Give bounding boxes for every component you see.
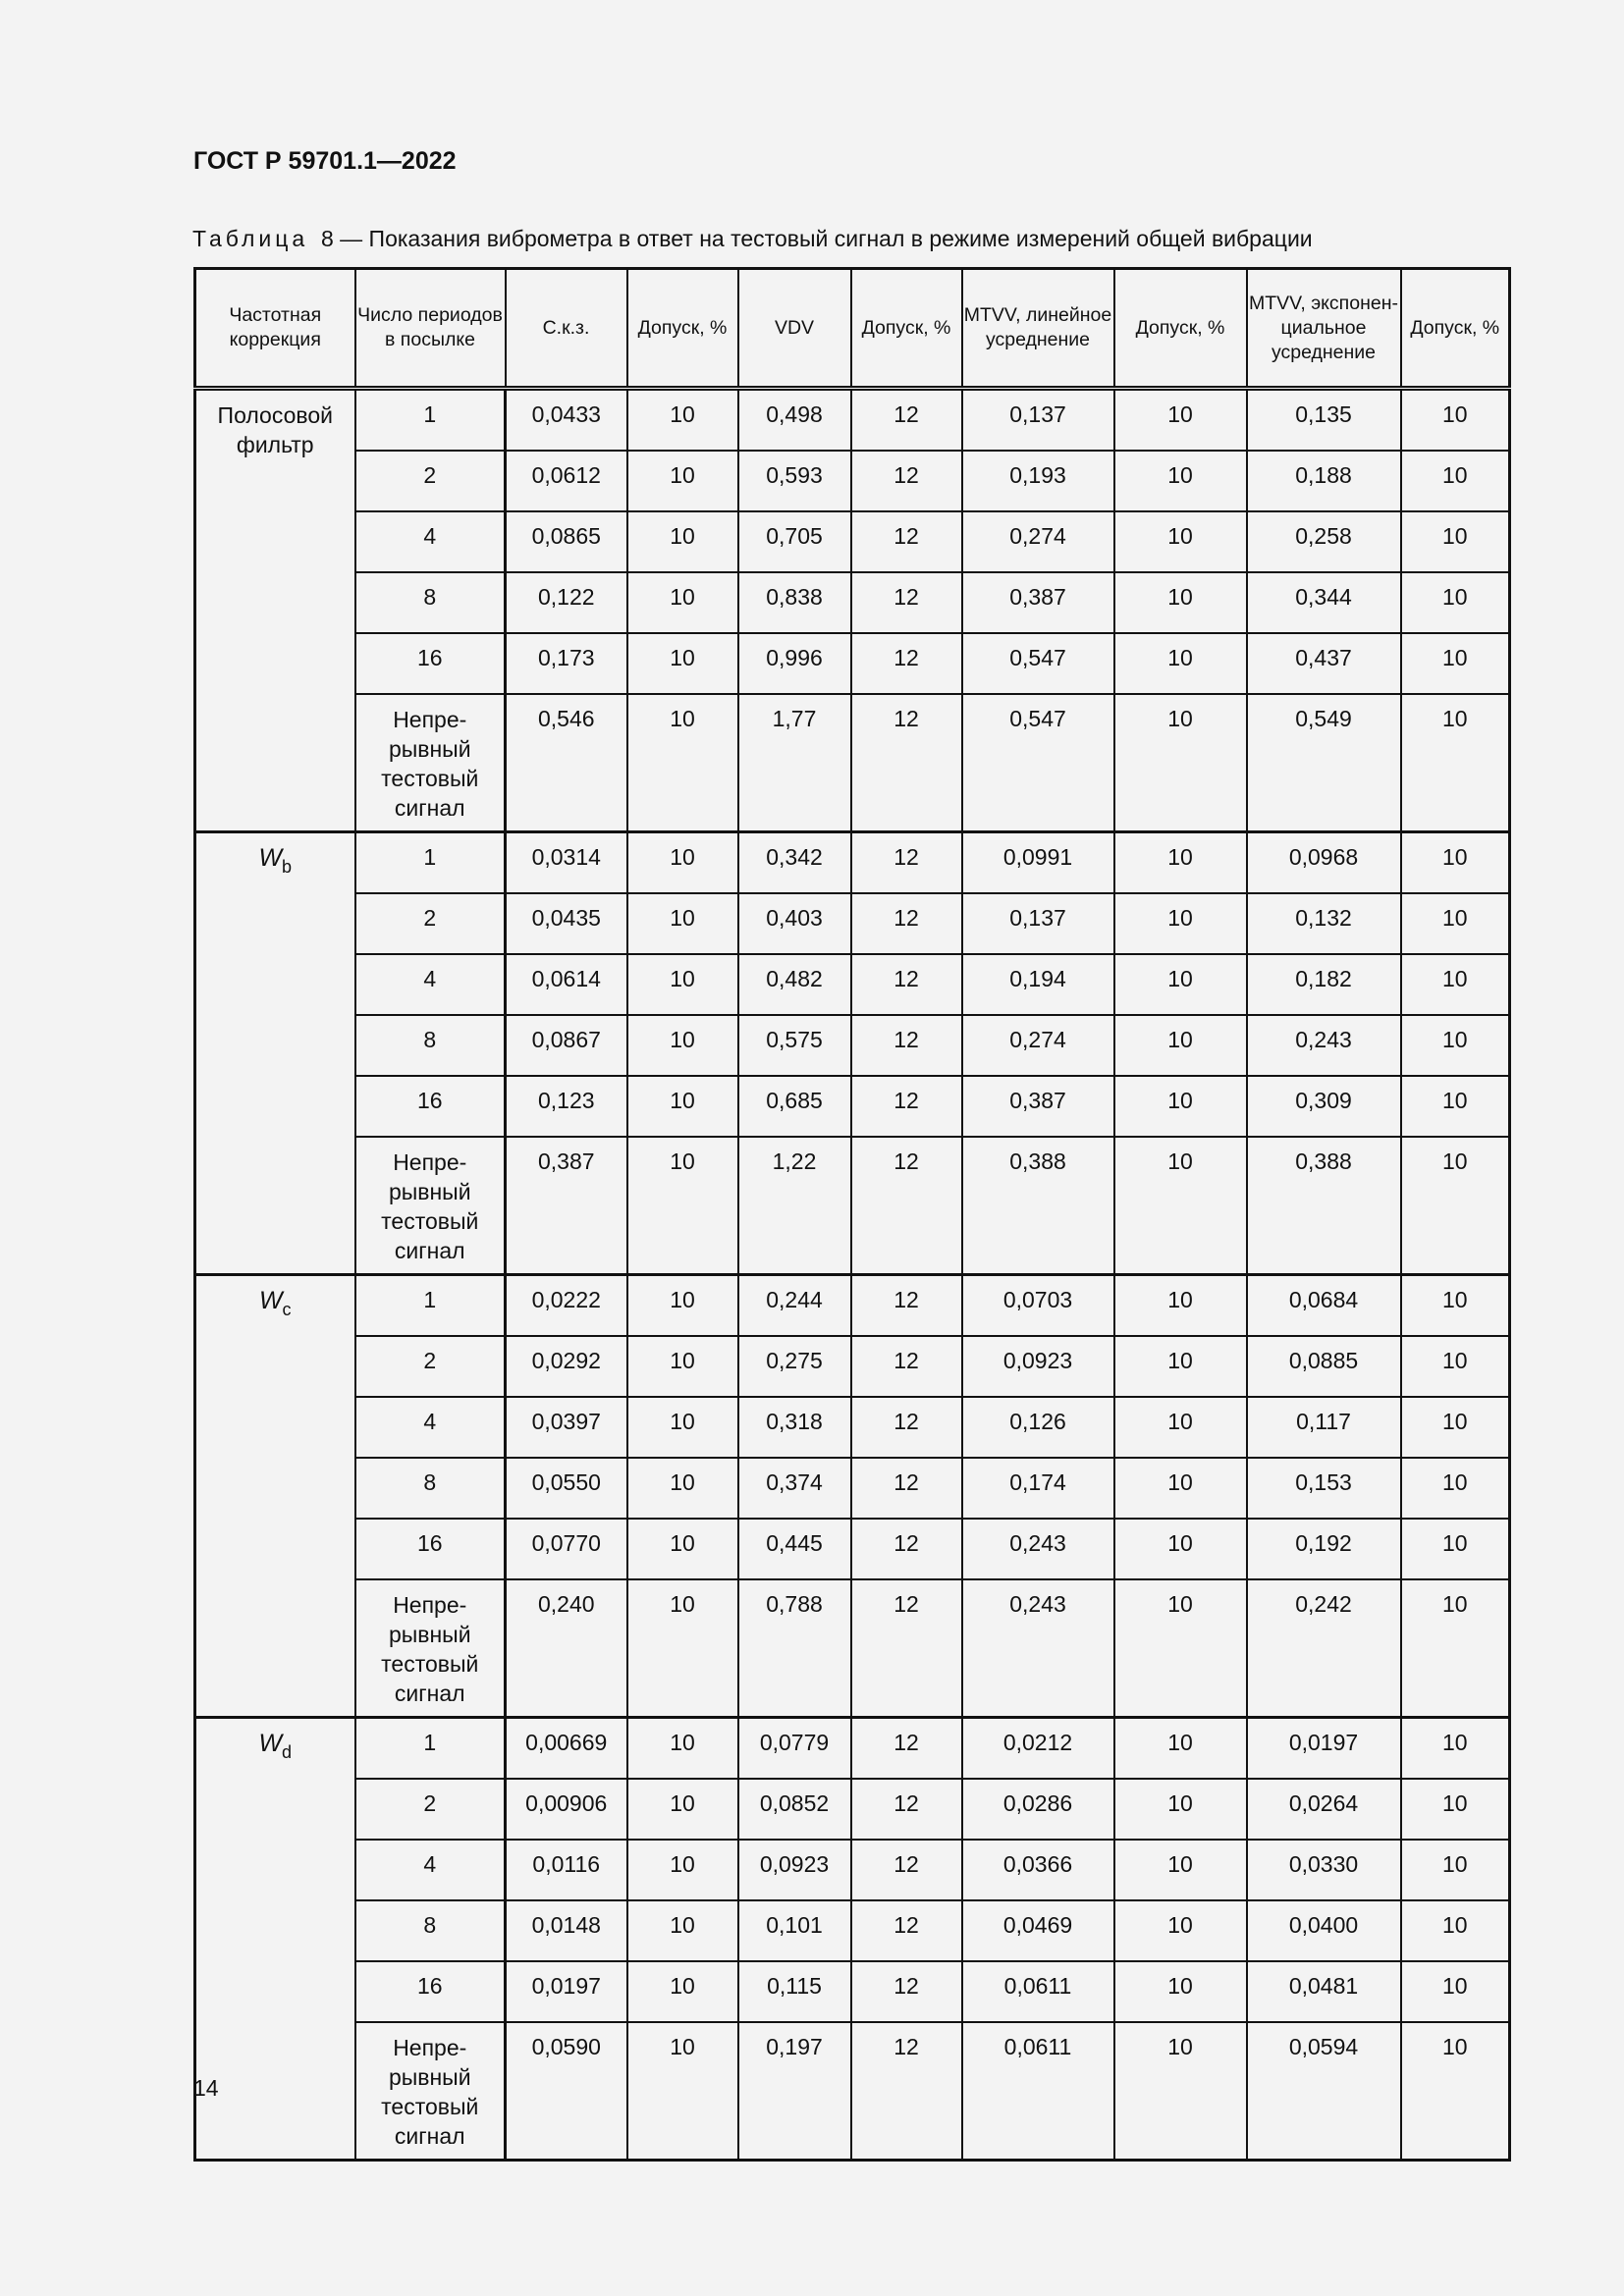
value-cell: 0,0116 [506, 1840, 627, 1900]
table-row [195, 1137, 1510, 1275]
correction-label: W [258, 844, 283, 872]
periods-cell: 4 [355, 1840, 506, 1900]
value-cell: 12 [851, 1275, 962, 1337]
value-cell: 0,403 [738, 893, 851, 954]
value-cell: 10 [627, 511, 738, 572]
value-cell: 10 [1401, 1336, 1510, 1397]
value-cell: 10 [627, 1718, 738, 1780]
table-row [195, 893, 1510, 954]
value-cell: 0,00906 [506, 1779, 627, 1840]
value-cell: 0,387 [962, 572, 1114, 633]
value-cell: 0,0611 [962, 2022, 1114, 2161]
value-cell: 0,546 [506, 694, 627, 832]
value-cell: 0,274 [962, 1015, 1114, 1076]
value-cell: 10 [1401, 1397, 1510, 1458]
periods-cell: Непре-рывный тестовый сигнал [355, 1579, 506, 1718]
value-cell: 12 [851, 389, 962, 452]
table-row [195, 451, 1510, 511]
correction-label: W [258, 1730, 283, 1757]
value-cell: 0,0550 [506, 1458, 627, 1519]
value-cell: 10 [627, 1840, 738, 1900]
value-cell: 0,0314 [506, 832, 627, 894]
value-cell: 0,388 [1247, 1137, 1401, 1275]
table-row [195, 633, 1510, 694]
value-cell: 0,115 [738, 1961, 851, 2022]
value-cell: 12 [851, 633, 962, 694]
value-cell: 10 [1401, 451, 1510, 511]
correction-label: W [258, 1287, 283, 1314]
document-header: ГОСТ Р 59701.1—2022 [193, 147, 457, 175]
value-cell: 12 [851, 1900, 962, 1961]
periods-cell: Непре-рывный тестовый сигнал [355, 694, 506, 832]
col-header-vdv-tolerance: Допуск, % [851, 269, 962, 389]
value-cell: 12 [851, 1336, 962, 1397]
table-row [195, 572, 1510, 633]
value-cell: 1,77 [738, 694, 851, 832]
periods-cell: 4 [355, 511, 506, 572]
table-row [195, 2022, 1510, 2161]
value-cell: 12 [851, 1718, 962, 1780]
value-cell: 10 [1114, 1015, 1247, 1076]
value-cell: 0,0197 [506, 1961, 627, 2022]
value-cell: 0,387 [506, 1137, 627, 1275]
correction-subscript: b [282, 857, 293, 877]
value-cell: 10 [1114, 1336, 1247, 1397]
value-cell: 10 [627, 954, 738, 1015]
value-cell: 0,0614 [506, 954, 627, 1015]
value-cell: 0,0594 [1247, 2022, 1401, 2161]
periods-cell: 16 [355, 633, 506, 694]
value-cell: 0,274 [962, 511, 1114, 572]
table-row [195, 1779, 1510, 1840]
periods-cell: Непре-рывный тестовый сигнал [355, 2022, 506, 2161]
value-cell: 0,242 [1247, 1579, 1401, 1718]
correction-label: Полосовой фильтр [217, 402, 333, 457]
value-cell: 10 [1401, 1840, 1510, 1900]
value-cell: 0,996 [738, 633, 851, 694]
value-cell: 0,137 [962, 389, 1114, 452]
page-number: 14 [193, 2075, 219, 2101]
value-cell: 0,258 [1247, 511, 1401, 572]
table-header-row [195, 269, 1510, 389]
value-cell: 10 [1401, 1961, 1510, 2022]
periods-cell: 16 [355, 1519, 506, 1579]
value-cell: 10 [1114, 1840, 1247, 1900]
col-header-mtvv-exp: MTVV, экспонен-циальное усреднение [1247, 269, 1401, 389]
value-cell: 0,197 [738, 2022, 851, 2161]
value-cell: 10 [1401, 1718, 1510, 1780]
value-cell: 10 [1401, 1579, 1510, 1718]
correction-subscript: c [282, 1300, 292, 1319]
value-cell: 0,547 [962, 694, 1114, 832]
value-cell: 0,593 [738, 451, 851, 511]
value-cell: 12 [851, 1840, 962, 1900]
value-cell: 10 [1114, 1137, 1247, 1275]
col-header-vdv: VDV [738, 269, 851, 389]
value-cell: 10 [627, 1579, 738, 1718]
table-row [195, 694, 1510, 832]
value-cell: 0,547 [962, 633, 1114, 694]
table-row [195, 1900, 1510, 1961]
table-row [195, 1275, 1510, 1337]
value-cell: 12 [851, 1779, 962, 1840]
value-cell: 0,788 [738, 1579, 851, 1718]
value-cell: 0,498 [738, 389, 851, 452]
value-cell: 0,0286 [962, 1779, 1114, 1840]
value-cell: 10 [1114, 572, 1247, 633]
value-cell: 0,132 [1247, 893, 1401, 954]
periods-cell: 16 [355, 1961, 506, 2022]
value-cell: 10 [1114, 1275, 1247, 1337]
value-cell: 0,0612 [506, 451, 627, 511]
value-cell: 10 [1401, 1900, 1510, 1961]
value-cell: 0,243 [962, 1579, 1114, 1718]
value-cell: 10 [627, 893, 738, 954]
col-header-rms-tolerance: Допуск, % [627, 269, 738, 389]
value-cell: 10 [627, 1015, 738, 1076]
value-cell: 0,0397 [506, 1397, 627, 1458]
value-cell: 10 [1401, 893, 1510, 954]
value-cell: 10 [627, 389, 738, 452]
value-cell: 10 [1114, 1900, 1247, 1961]
value-cell: 0,387 [962, 1076, 1114, 1137]
value-cell: 10 [1401, 954, 1510, 1015]
value-cell: 0,173 [506, 633, 627, 694]
table-row [195, 1397, 1510, 1458]
value-cell: 10 [1114, 694, 1247, 832]
value-cell: 10 [1114, 2022, 1247, 2161]
value-cell: 10 [627, 572, 738, 633]
table-row [195, 1840, 1510, 1900]
value-cell: 0,0264 [1247, 1779, 1401, 1840]
value-cell: 10 [627, 633, 738, 694]
value-cell: 0,0433 [506, 389, 627, 452]
correction-cell [195, 1275, 355, 1718]
value-cell: 10 [1114, 389, 1247, 452]
periods-cell: 1 [355, 389, 506, 452]
value-cell: 0,0779 [738, 1718, 851, 1780]
value-cell: 0,549 [1247, 694, 1401, 832]
value-cell: 10 [627, 1519, 738, 1579]
value-cell: 10 [627, 1900, 738, 1961]
value-cell: 0,0684 [1247, 1275, 1401, 1337]
value-cell: 0,838 [738, 572, 851, 633]
correction-cell [195, 832, 355, 1275]
value-cell: 10 [1401, 389, 1510, 452]
correction-cell [195, 389, 355, 832]
periods-cell: 16 [355, 1076, 506, 1137]
periods-cell: 2 [355, 1779, 506, 1840]
value-cell: 12 [851, 1137, 962, 1275]
value-cell: 0,0703 [962, 1275, 1114, 1337]
value-cell: 0,193 [962, 451, 1114, 511]
table-row [195, 832, 1510, 894]
periods-cell: Непре-рывный тестовый сигнал [355, 1137, 506, 1275]
value-cell: 12 [851, 572, 962, 633]
value-cell: 12 [851, 694, 962, 832]
table-caption-text: — Показания виброметра в ответ на тестовый сигнал в режиме измерений общей вибрации [340, 226, 1313, 251]
value-cell: 0,445 [738, 1519, 851, 1579]
value-cell: 0,194 [962, 954, 1114, 1015]
periods-cell: 1 [355, 1718, 506, 1780]
value-cell: 10 [627, 1076, 738, 1137]
table-row [195, 1961, 1510, 2022]
value-cell: 0,0366 [962, 1840, 1114, 1900]
value-cell: 12 [851, 1397, 962, 1458]
value-cell: 0,705 [738, 511, 851, 572]
value-cell: 10 [1114, 1076, 1247, 1137]
value-cell: 10 [627, 1458, 738, 1519]
value-cell: 10 [1114, 511, 1247, 572]
value-cell: 0,0330 [1247, 1840, 1401, 1900]
value-cell: 10 [1114, 633, 1247, 694]
value-cell: 10 [1114, 1458, 1247, 1519]
periods-cell: 8 [355, 1015, 506, 1076]
value-cell: 12 [851, 954, 962, 1015]
value-cell: 10 [627, 1397, 738, 1458]
periods-cell: 4 [355, 1397, 506, 1458]
value-cell: 0,482 [738, 954, 851, 1015]
value-cell: 0,0292 [506, 1336, 627, 1397]
periods-cell: 8 [355, 572, 506, 633]
value-cell: 10 [627, 451, 738, 511]
value-cell: 1,22 [738, 1137, 851, 1275]
value-cell: 10 [1114, 451, 1247, 511]
periods-cell: 2 [355, 451, 506, 511]
vibration-table [193, 267, 1511, 2162]
value-cell: 12 [851, 451, 962, 511]
periods-cell: 8 [355, 1458, 506, 1519]
table-row [195, 1519, 1510, 1579]
value-cell: 10 [1401, 1458, 1510, 1519]
value-cell: 12 [851, 893, 962, 954]
value-cell: 10 [1401, 1519, 1510, 1579]
value-cell: 0,0885 [1247, 1336, 1401, 1397]
value-cell: 0,0770 [506, 1519, 627, 1579]
value-cell: 10 [1401, 572, 1510, 633]
value-cell: 0,0923 [738, 1840, 851, 1900]
value-cell: 0,275 [738, 1336, 851, 1397]
value-cell: 10 [627, 832, 738, 894]
value-cell: 0,126 [962, 1397, 1114, 1458]
value-cell: 0,243 [1247, 1015, 1401, 1076]
value-cell: 0,182 [1247, 954, 1401, 1015]
value-cell: 0,174 [962, 1458, 1114, 1519]
value-cell: 0,192 [1247, 1519, 1401, 1579]
value-cell: 0,0968 [1247, 832, 1401, 894]
table-body [195, 389, 1510, 2161]
value-cell: 0,137 [962, 893, 1114, 954]
value-cell: 0,437 [1247, 633, 1401, 694]
value-cell: 10 [1401, 1779, 1510, 1840]
value-cell: 10 [1114, 1519, 1247, 1579]
table-row [195, 1076, 1510, 1137]
col-header-rms: С.к.з. [506, 269, 627, 389]
value-cell: 10 [1114, 1718, 1247, 1780]
value-cell: 0,0197 [1247, 1718, 1401, 1780]
periods-cell: 1 [355, 832, 506, 894]
value-cell: 10 [627, 1137, 738, 1275]
value-cell: 10 [627, 2022, 738, 2161]
value-cell: 10 [1401, 694, 1510, 832]
value-cell: 12 [851, 1076, 962, 1137]
value-cell: 0,00669 [506, 1718, 627, 1780]
value-cell: 12 [851, 1015, 962, 1076]
periods-cell: 2 [355, 1336, 506, 1397]
value-cell: 0,0212 [962, 1718, 1114, 1780]
table-row [195, 1336, 1510, 1397]
value-cell: 10 [627, 1961, 738, 2022]
value-cell: 0,0991 [962, 832, 1114, 894]
value-cell: 12 [851, 832, 962, 894]
periods-cell: 1 [355, 1275, 506, 1337]
value-cell: 10 [1401, 1275, 1510, 1337]
value-cell: 0,101 [738, 1900, 851, 1961]
value-cell: 0,135 [1247, 389, 1401, 452]
value-cell: 0,0867 [506, 1015, 627, 1076]
value-cell: 0,0435 [506, 893, 627, 954]
value-cell: 0,374 [738, 1458, 851, 1519]
value-cell: 10 [1401, 832, 1510, 894]
col-header-mtvv-linear: MTVV, линейное усреднение [962, 269, 1114, 389]
value-cell: 12 [851, 1519, 962, 1579]
value-cell: 10 [1401, 511, 1510, 572]
value-cell: 10 [1114, 1397, 1247, 1458]
table-caption-label: Таблица [192, 226, 309, 251]
value-cell: 0,685 [738, 1076, 851, 1137]
table-row [195, 389, 1510, 452]
value-cell: 0,240 [506, 1579, 627, 1718]
value-cell: 0,0852 [738, 1779, 851, 1840]
value-cell: 0,243 [962, 1519, 1114, 1579]
value-cell: 10 [1114, 1579, 1247, 1718]
table-row [195, 954, 1510, 1015]
value-cell: 0,318 [738, 1397, 851, 1458]
value-cell: 10 [627, 1779, 738, 1840]
table-row [195, 1458, 1510, 1519]
value-cell: 0,575 [738, 1015, 851, 1076]
value-cell: 12 [851, 1458, 962, 1519]
value-cell: 0,344 [1247, 572, 1401, 633]
value-cell: 10 [1401, 1137, 1510, 1275]
value-cell: 10 [1401, 1076, 1510, 1137]
periods-cell: 8 [355, 1900, 506, 1961]
value-cell: 0,309 [1247, 1076, 1401, 1137]
col-header-correction: Частотная коррекция [195, 269, 355, 389]
value-cell: 0,0611 [962, 1961, 1114, 2022]
value-cell: 0,0222 [506, 1275, 627, 1337]
value-cell: 10 [1114, 1779, 1247, 1840]
value-cell: 0,244 [738, 1275, 851, 1337]
value-cell: 0,0590 [506, 2022, 627, 2161]
value-cell: 0,0865 [506, 511, 627, 572]
value-cell: 10 [627, 1336, 738, 1397]
value-cell: 0,188 [1247, 451, 1401, 511]
value-cell: 0,342 [738, 832, 851, 894]
value-cell: 0,0400 [1247, 1900, 1401, 1961]
value-cell: 10 [1114, 893, 1247, 954]
value-cell: 0,0469 [962, 1900, 1114, 1961]
value-cell: 0,0481 [1247, 1961, 1401, 2022]
value-cell: 10 [627, 1275, 738, 1337]
value-cell: 10 [1401, 633, 1510, 694]
table-row [195, 511, 1510, 572]
value-cell: 10 [627, 694, 738, 832]
value-cell: 12 [851, 1579, 962, 1718]
value-cell: 0,117 [1247, 1397, 1401, 1458]
value-cell: 0,123 [506, 1076, 627, 1137]
value-cell: 12 [851, 1961, 962, 2022]
value-cell: 10 [1114, 832, 1247, 894]
correction-subscript: d [282, 1742, 293, 1762]
value-cell: 12 [851, 2022, 962, 2161]
value-cell: 0,122 [506, 572, 627, 633]
value-cell: 12 [851, 511, 962, 572]
value-cell: 10 [1401, 1015, 1510, 1076]
table-row [195, 1718, 1510, 1780]
col-header-periods: Число периодов в посылке [355, 269, 506, 389]
periods-cell: 4 [355, 954, 506, 1015]
value-cell: 0,0148 [506, 1900, 627, 1961]
value-cell: 0,153 [1247, 1458, 1401, 1519]
periods-cell: 2 [355, 893, 506, 954]
value-cell: 10 [1114, 1961, 1247, 2022]
table-row [195, 1579, 1510, 1718]
col-header-mtvv-exp-tolerance: Допуск, % [1401, 269, 1510, 389]
col-header-mtvv-linear-tolerance: Допуск, % [1114, 269, 1247, 389]
table-caption [192, 226, 1313, 252]
value-cell: 10 [1401, 2022, 1510, 2161]
table-caption-number: 8 [320, 226, 334, 251]
value-cell: 10 [1114, 954, 1247, 1015]
table-row [195, 1015, 1510, 1076]
value-cell: 0,388 [962, 1137, 1114, 1275]
value-cell: 0,0923 [962, 1336, 1114, 1397]
